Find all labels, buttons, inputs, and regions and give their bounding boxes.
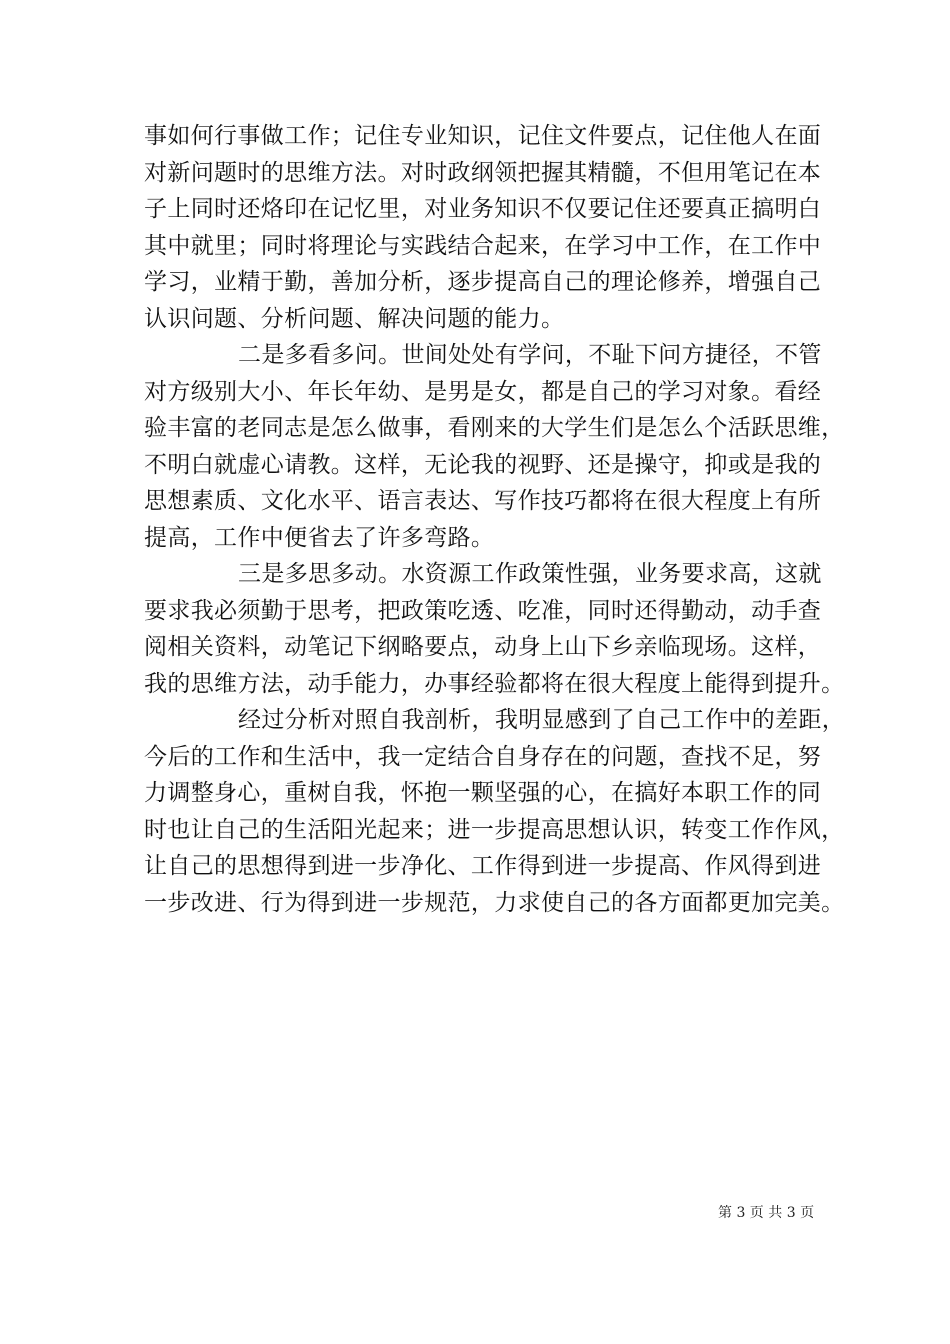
paragraph-start-line: 经过分析对照自我剖析，我明显感到了自己工作中的差距，: [238, 707, 846, 733]
text-line: 验丰富的老同志是怎么做事，看刚来的大学生们是怎么个活跃思维，: [144, 415, 845, 441]
paragraph-start-line: 三是多思多动。水资源工作政策性强，业务要求高，这就: [238, 561, 822, 587]
text-line: 学习，业精于勤，善加分析，逐步提高自己的理论修养，增强自己: [144, 269, 822, 295]
text-line: 认识问题、分析问题、解决问题的能力。: [144, 305, 565, 332]
text-line: 一步改进、行为得到进一步规范，力求使自己的各方面都更加完美。: [144, 889, 845, 916]
paragraph-start-line: 二是多看多问。世间处处有学问，不耻下问方捷径，不管: [238, 342, 822, 368]
text-line: 对方级别大小、年长年幼、是男是女，都是自己的学习对象。看经: [144, 378, 822, 405]
text-line: 我的思维方法，动手能力，办事经验都将在很大程度上能得到提升。: [144, 670, 845, 697]
text-line: 时也让自己的生活阳光起来；进一步提高思想认识，转变工作作风，: [144, 816, 845, 843]
text-line: 事如何行事做工作；记住专业知识，记住文件要点，记住他人在面: [144, 123, 822, 149]
text-line: 提高，工作中便省去了许多弯路。: [144, 524, 495, 551]
text-line: 要求我必须勤于思考，把政策吃透、吃准，同时还得勤动，动手查: [144, 597, 822, 624]
text-line: 其中就里；同时将理论与实践结合起来，在学习中工作，在工作中: [144, 232, 822, 259]
text-line: 思想素质、文化水平、语言表达、写作技巧都将在很大程度上有所: [144, 488, 822, 514]
text-line: 力调整身心，重树自我，怀抱一颗坚强的心，在搞好本职工作的同: [144, 780, 822, 806]
text-line: 今后的工作和生活中，我一定结合自身存在的问题，查找不足，努: [144, 743, 822, 770]
text-line: 不明白就虚心请教。这样，无论我的视野、还是操守，抑或是我的: [144, 451, 822, 478]
page-number-footer: 第 3 页 共 3 页: [718, 1205, 815, 1221]
text-line: 对新问题时的思维方法。对时政纲领把握其精髓，不但用笔记在本: [144, 159, 822, 186]
body-text: [144, 118, 846, 921]
text-line: 子上同时还烙印在记忆里，对业务知识不仅要记住还要真正搞明白: [144, 196, 822, 222]
text-line: 阅相关资料，动笔记下纲略要点，动身上山下乡亲临现场。这样，: [144, 634, 822, 660]
text-line: 让自己的思想得到进一步净化、工作得到进一步提高、作风得到进: [144, 853, 822, 879]
